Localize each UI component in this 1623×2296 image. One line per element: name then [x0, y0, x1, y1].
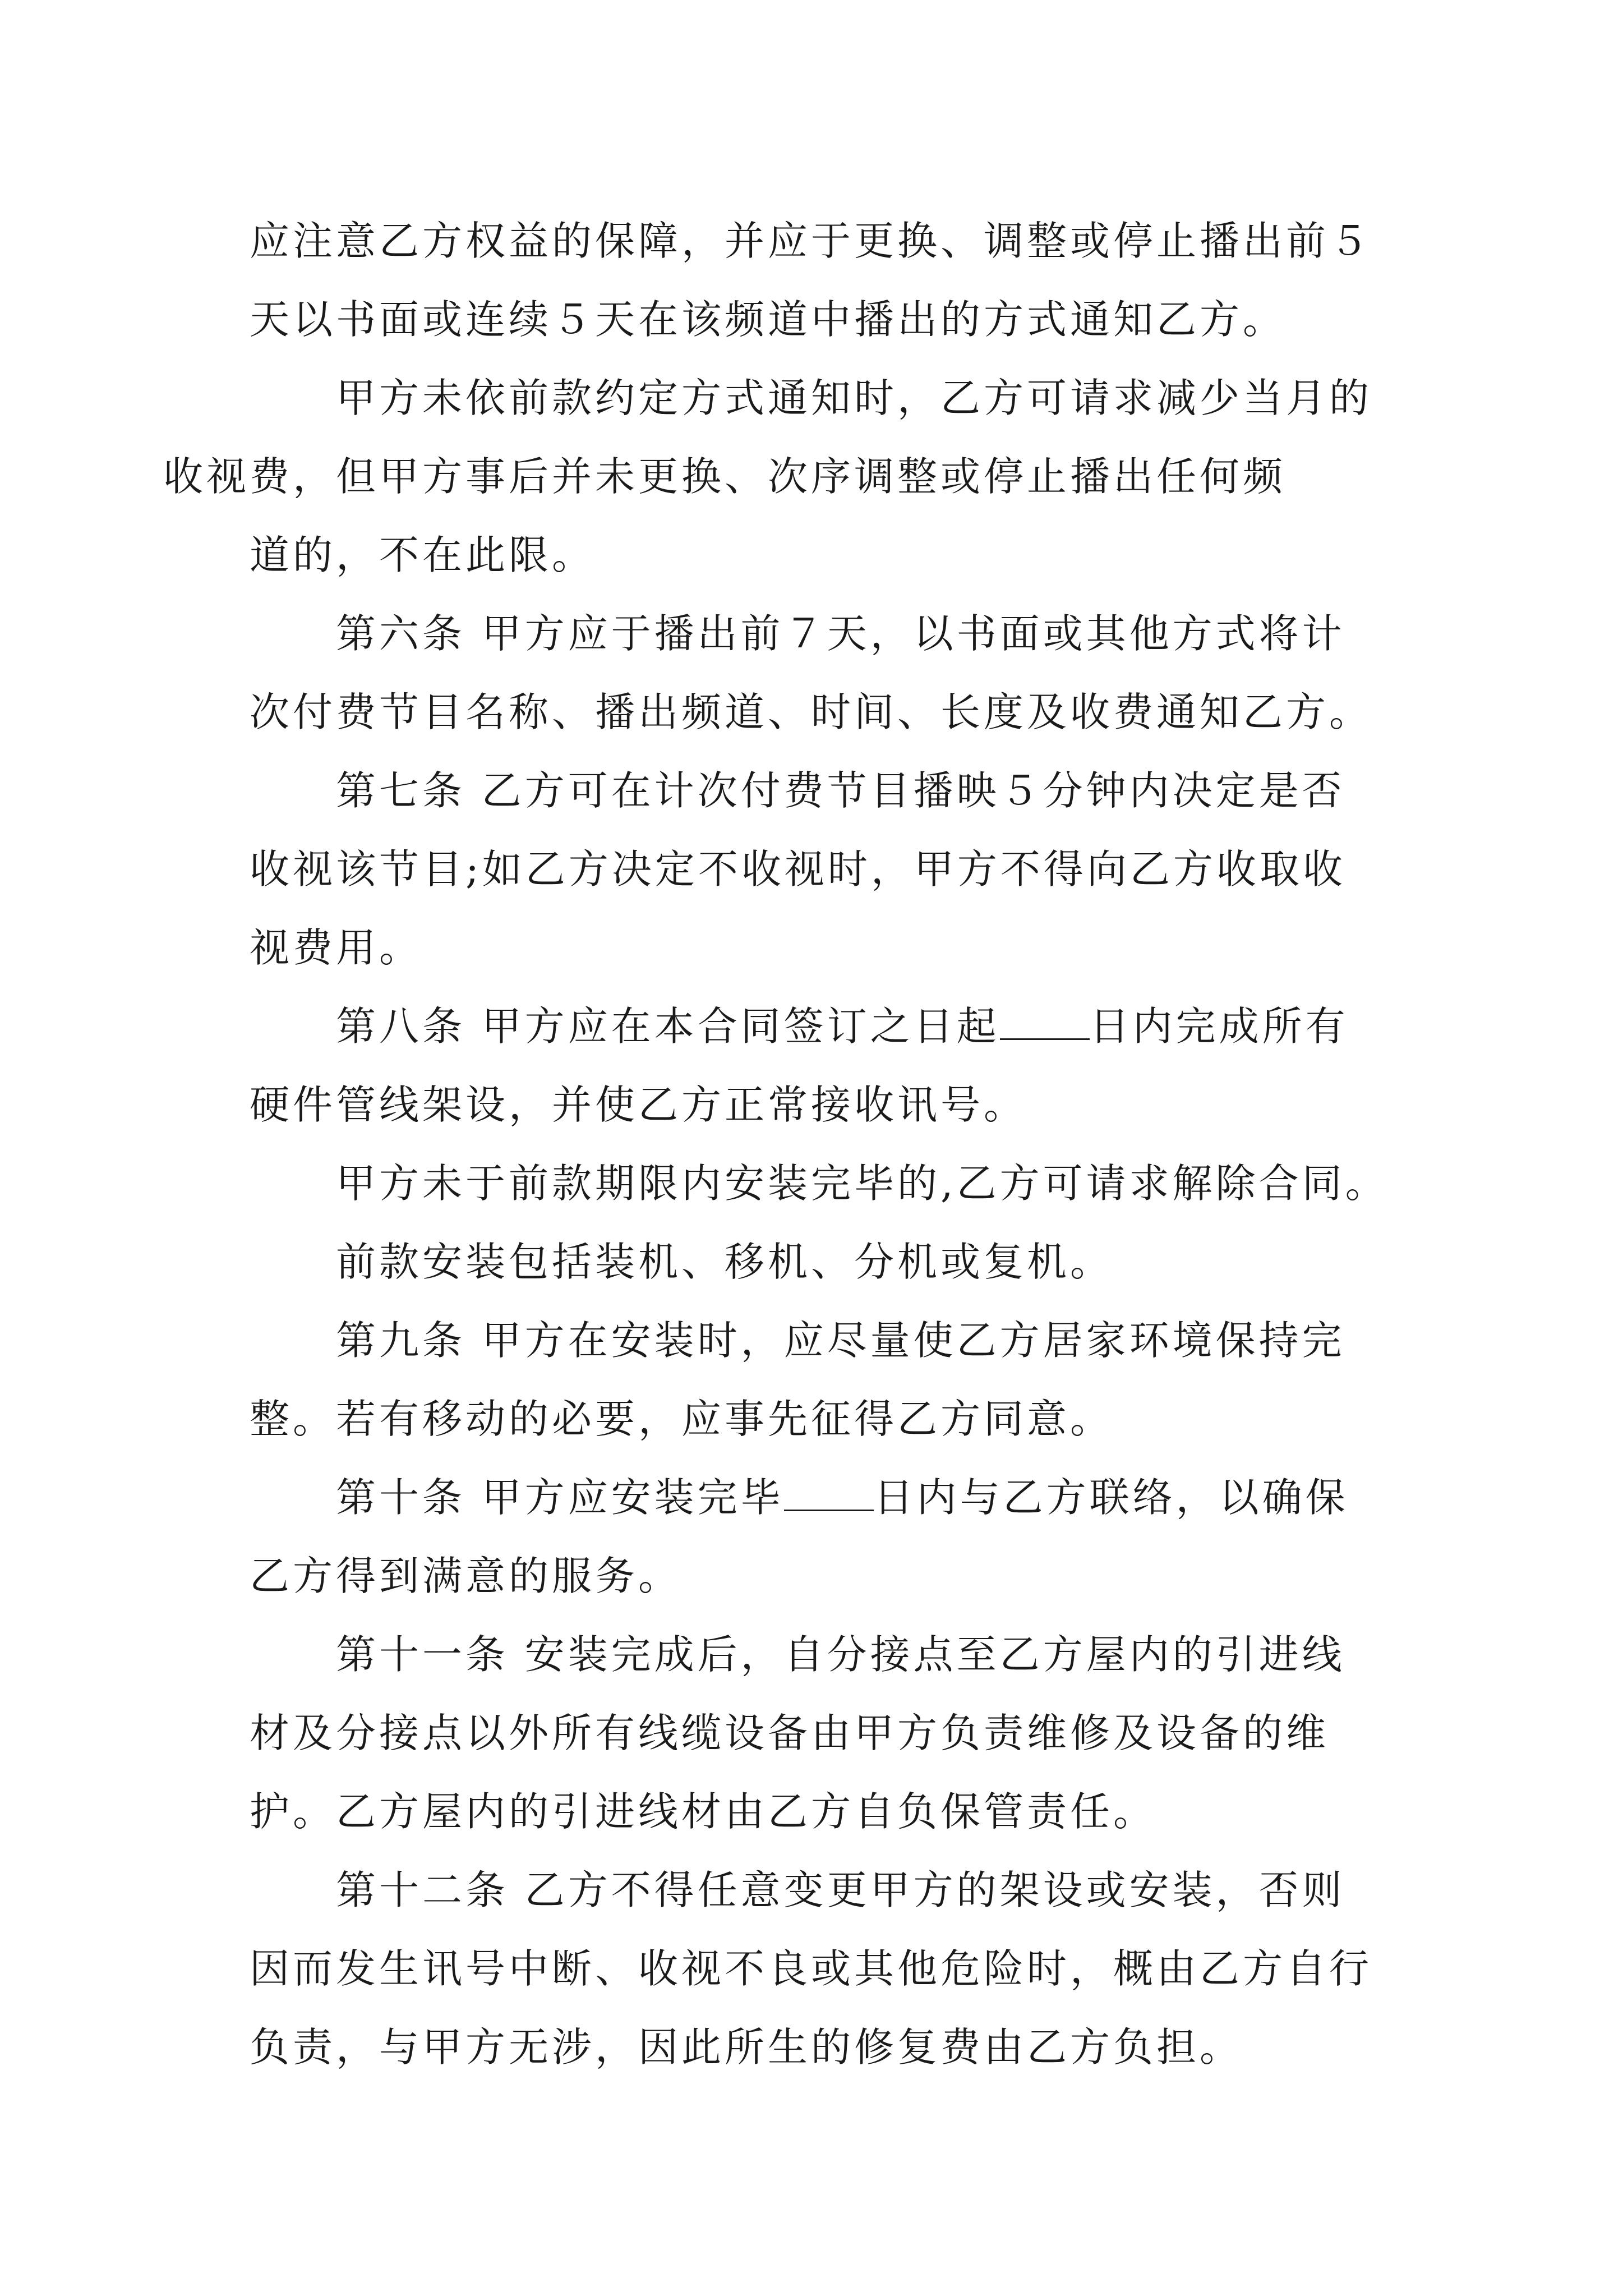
article-10 [250, 1458, 1394, 1616]
article-11 [250, 1616, 1394, 1851]
text-line: 次付费节目名称、播出频道、时间、长度及收费通知乙方。 [250, 689, 1373, 735]
fill-in-blank [1000, 1005, 1090, 1040]
text-segment: 第十条 甲方应安装完毕 [336, 1474, 784, 1521]
text-line: 第六条 甲方应于播出前７天，以书面或其他方式将计 [336, 610, 1345, 657]
text-line: 第十二条 乙方不得任意变更甲方的架设或安装，否则 [336, 1867, 1345, 1913]
text-line: 负责，与甲方无涉，因此所生的修复费由乙方负担。 [250, 2024, 1243, 2070]
text-segment: 日内完成所有 [1089, 1003, 1349, 1050]
text-line: 硬件管线架设，并使乙方正常接收讯号。 [250, 1082, 1027, 1128]
paragraph-termination [250, 1144, 1394, 1223]
text-line: 因而发生讯号中断、收视不良或其他危险时，概由乙方自行 [250, 1945, 1373, 1992]
text-line: 整。若有移动的必要，应事先征得乙方同意。 [250, 1396, 1114, 1442]
article-8 [250, 987, 1394, 1144]
text-line: 天以书面或连续５天在该频道中播出的方式通知乙方。 [250, 296, 1287, 343]
text-line: 第九条 甲方在安装时，应尽量使乙方居家环境保持完 [336, 1317, 1345, 1364]
text-line-with-blank [250, 987, 1394, 1066]
paragraph-2 [163, 359, 1394, 595]
text-segment: 日内与乙方联络，以确保 [873, 1474, 1349, 1521]
text-line: 护。乙方屋内的引进线材由乙方自负保管责任。 [250, 1788, 1157, 1835]
paragraph-1 [250, 202, 1394, 359]
article-12 [250, 1851, 1394, 2087]
text-line: 前款安装包括装机、移机、分机或复机。 [336, 1239, 1114, 1285]
text-line: 收视费，但甲方事后并未更换、次序调整或停止播出任何频 [163, 453, 1287, 500]
paragraph-installation-scope [250, 1223, 1394, 1301]
text-line: 甲方未依前款约定方式通知时，乙方可请求减少当月的 [336, 375, 1373, 421]
text-segment: 第八条 甲方应在本合同签订之日起 [336, 1003, 1000, 1050]
text-line: 道的，不在此限。 [250, 532, 596, 578]
text-line: 应注意乙方权益的保障，并应于更换、调整或停止播出前５ [250, 218, 1373, 264]
article-7 [250, 752, 1394, 987]
fill-in-blank [784, 1476, 874, 1511]
text-line: 第十一条 安装完成后，自分接点至乙方屋内的引进线 [336, 1631, 1345, 1678]
text-line: 视费用。 [250, 924, 423, 971]
document-body [163, 202, 1394, 2087]
text-line: 第七条 乙方可在计次付费节目播映５分钟内决定是否 [336, 767, 1345, 814]
text-line: 收视该节目;如乙方决定不收视时，甲方不得向乙方收取收 [250, 846, 1346, 892]
text-line: 乙方得到满意的服务。 [250, 1553, 682, 1599]
article-9 [250, 1301, 1394, 1458]
text-line: 材及分接点以外所有线缆设备由甲方负责维修及设备的维 [250, 1710, 1330, 1756]
text-line-with-blank [250, 1458, 1394, 1537]
article-6 [250, 595, 1394, 752]
text-line: 甲方未于前款期限内安装完毕的,乙方可请求解除合同。 [336, 1160, 1389, 1207]
